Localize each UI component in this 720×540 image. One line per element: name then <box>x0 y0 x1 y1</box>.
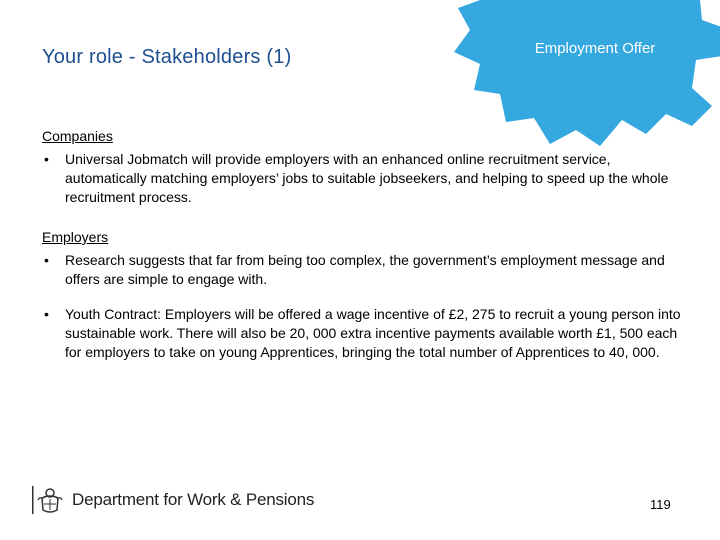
department-logo <box>32 484 332 516</box>
bullet-text: Youth Contract: Employers will be offered a wage incentive of £2, 275 to recruit a young person into sustainable work. There will also be 20, 000 extra incentive payments available worth £1, 500 each for employers to take on young Apprentices, bringing the total number of Apprentices to 40, 000. <box>65 306 681 360</box>
bullet-item <box>42 305 682 362</box>
royal-crest-icon <box>32 484 64 516</box>
gear-badge-label: Employment Offer <box>534 40 656 57</box>
bullet-item <box>42 251 682 289</box>
bullet-item <box>42 150 682 207</box>
section-heading: Companies <box>42 128 113 144</box>
slide-content <box>42 127 682 362</box>
bullet-icon: • <box>44 151 49 167</box>
bullet-text: Universal Jobmatch will provide employers with an enhanced online recruitment service, automatically matching employers’ jobs to suitable jobseekers, and helping to speed up the whole recruitment process. <box>65 151 669 205</box>
bullet-text: Research suggests that far from being too complex, the government’s employment message and offers are simple to engage with. <box>65 252 665 287</box>
bullet-icon: • <box>44 306 49 322</box>
department-name: Department for Work & Pensions <box>72 490 315 509</box>
section-employers <box>42 228 682 362</box>
section-companies <box>42 127 682 207</box>
bullet-icon: • <box>44 252 49 268</box>
section-heading: Employers <box>42 229 109 245</box>
page-title: Your role - Stakeholders (1) <box>42 46 292 68</box>
page-number: 119 <box>650 497 671 512</box>
